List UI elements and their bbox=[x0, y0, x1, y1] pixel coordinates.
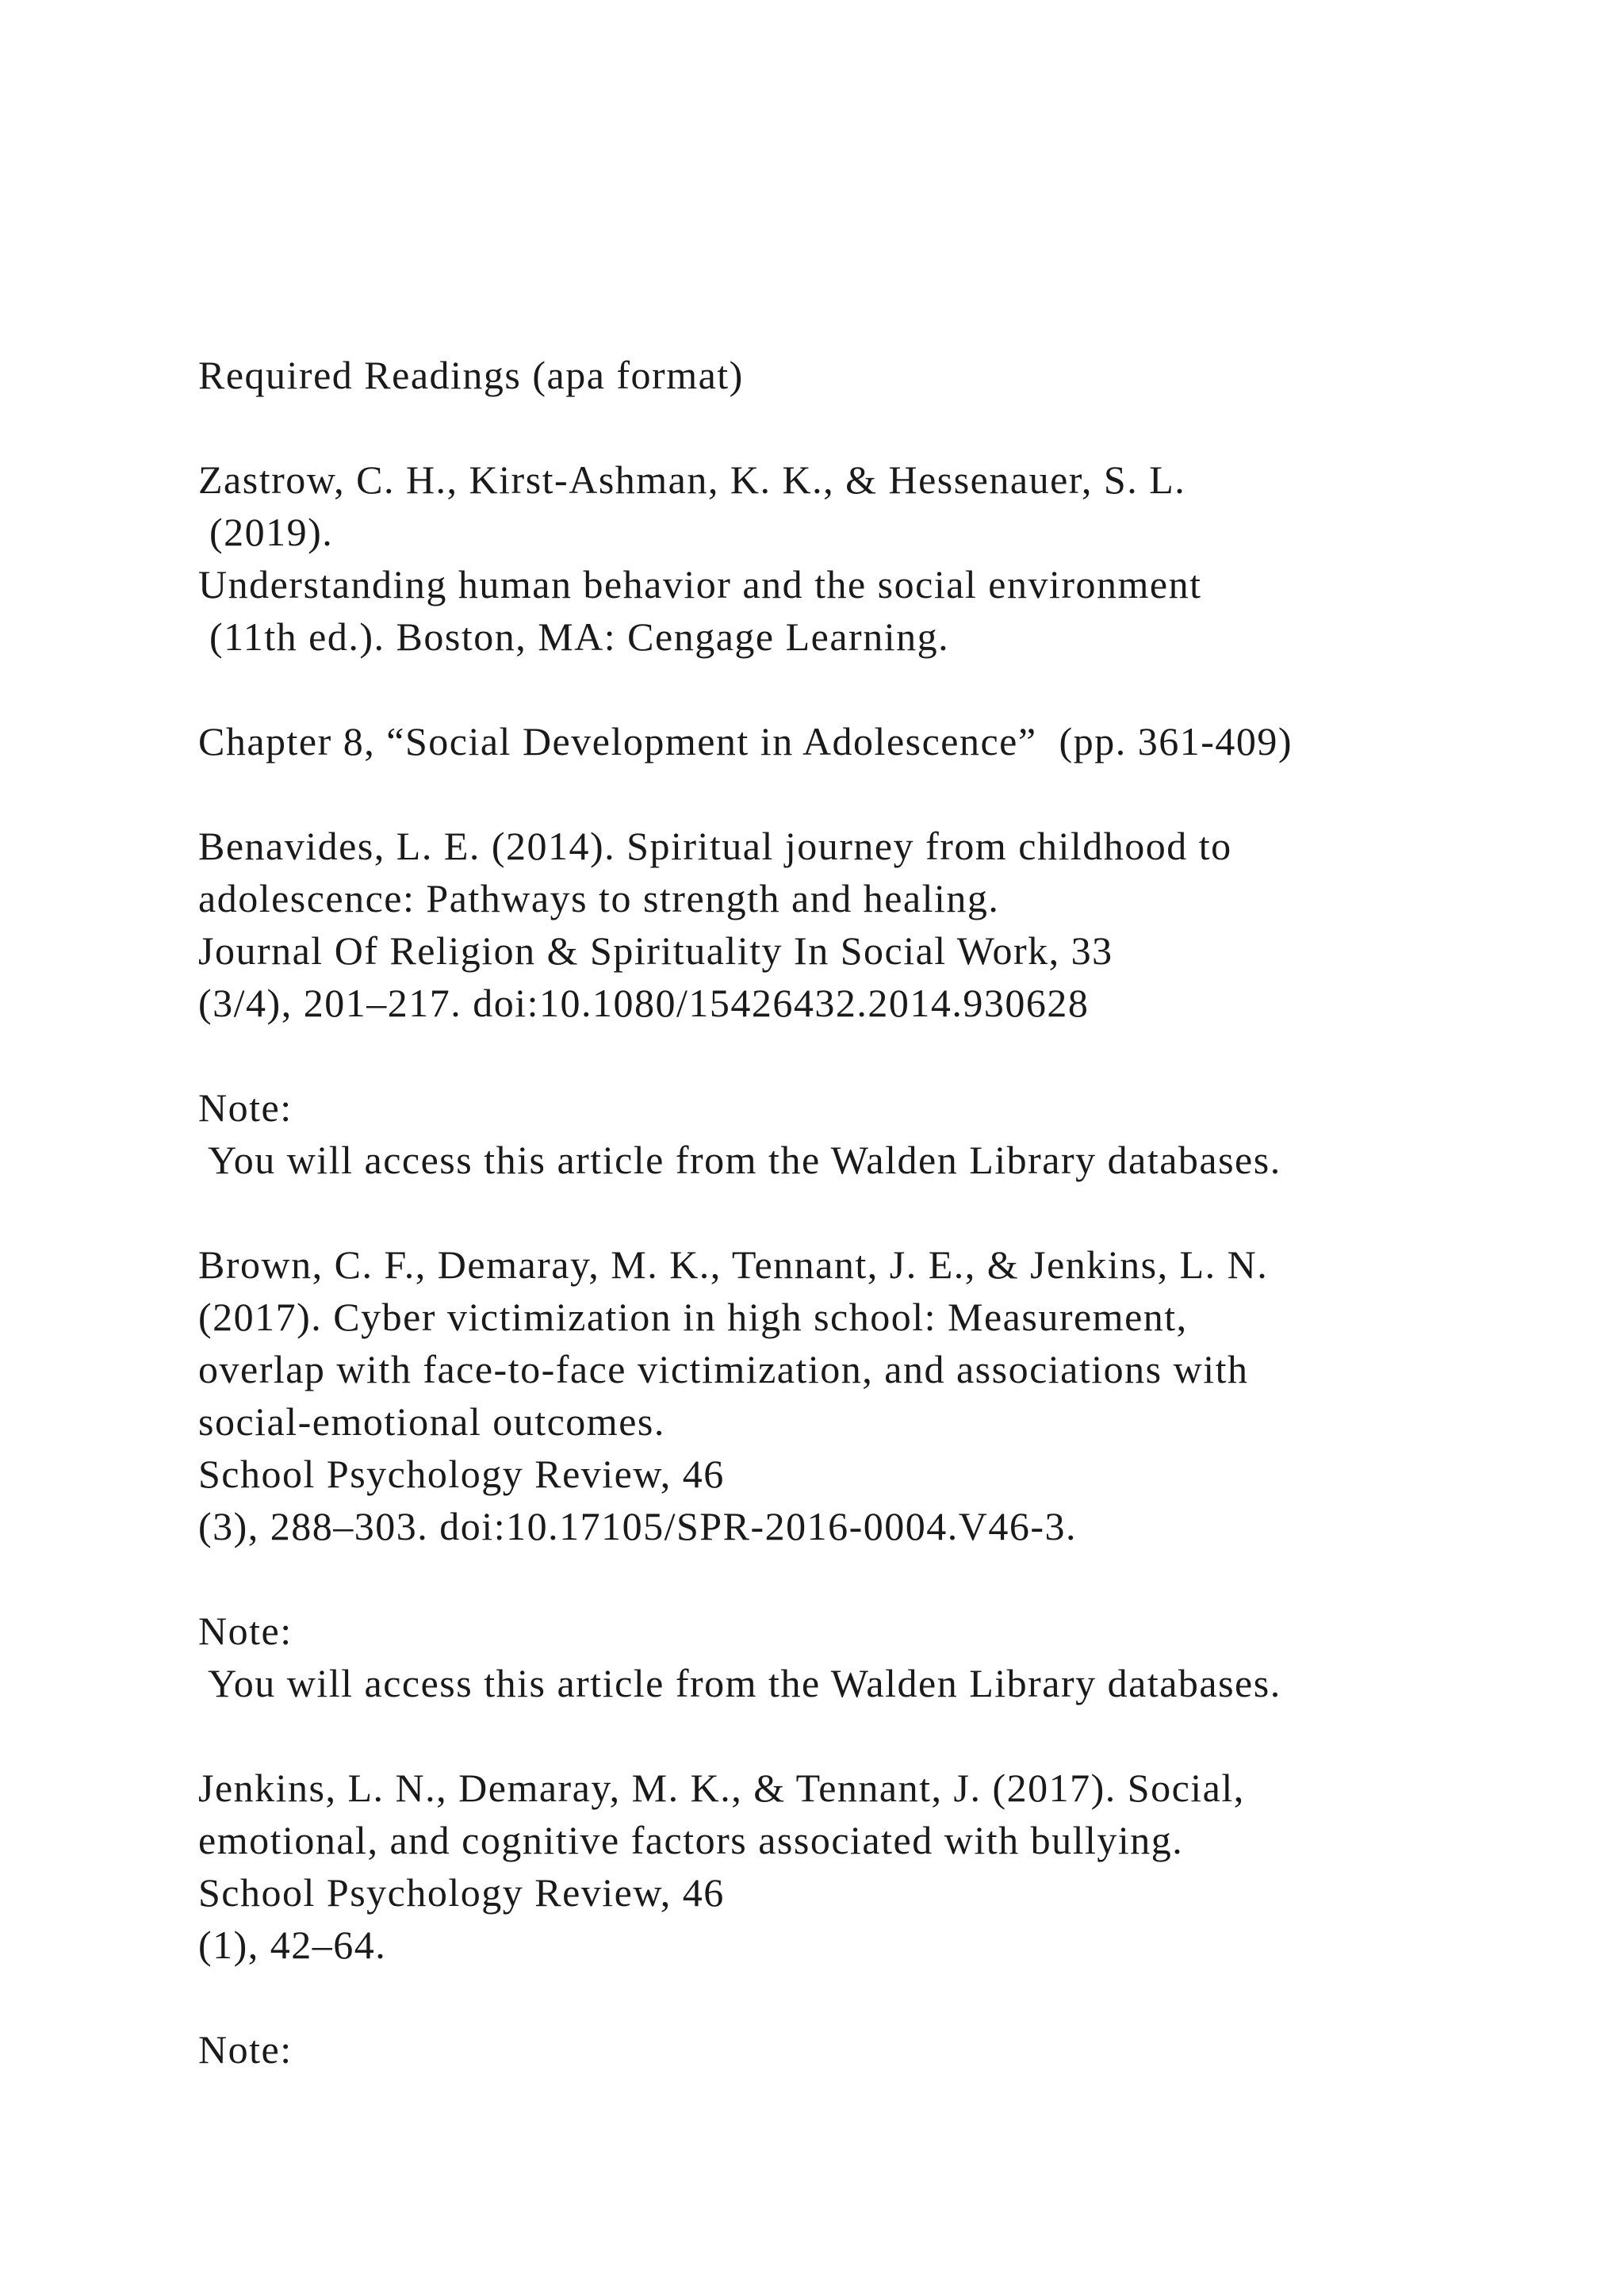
spacer bbox=[198, 1709, 1546, 1762]
reference-jenkins-line-3: School Psychology Review, 46 bbox=[198, 1870, 725, 1915]
document-body bbox=[198, 349, 1546, 2076]
reference-brown-line-2: (2017). Cyber victimization in high school: Measurement, bbox=[198, 1295, 1188, 1339]
spacer bbox=[198, 663, 1546, 715]
note-label: Note: bbox=[198, 2027, 293, 2072]
reference-zastrow-line-1: Zastrow, C. H., Kirst-Ashman, K. K., & Hessenauer, S. L. bbox=[198, 457, 1186, 502]
reference-brown-line-3: overlap with face-to-face victimization, and associations with bbox=[198, 1347, 1249, 1391]
chapter-line: Chapter 8, “Social Development in Adolescence” (pp. 361-409) bbox=[198, 719, 1293, 763]
reference-jenkins-line-1: Jenkins, L. N., Demaray, M. K., & Tennant, J. (2017). Social, bbox=[198, 1766, 1245, 1810]
spacer bbox=[198, 401, 1546, 453]
section-heading: Required Readings (apa format) bbox=[198, 353, 744, 397]
note-label: Note: bbox=[198, 1085, 293, 1130]
reference-benavides-line-4: (3/4), 201–217. doi:10.1080/15426432.2014.930628 bbox=[198, 981, 1090, 1025]
spacer bbox=[198, 1186, 1546, 1238]
spacer bbox=[198, 1029, 1546, 1081]
reference-zastrow-line-2: (2019). bbox=[198, 510, 334, 554]
spacer bbox=[198, 1971, 1546, 2023]
reference-zastrow-line-4: (11th ed.). Boston, MA: Cengage Learning. bbox=[198, 614, 950, 659]
spacer bbox=[198, 1552, 1546, 1605]
reference-jenkins-line-4: (1), 42–64. bbox=[198, 1923, 387, 1967]
reference-brown-line-6: (3), 288–303. doi:10.17105/SPR-2016-0004.V46-3. bbox=[198, 1504, 1077, 1548]
reference-brown-line-4: social-emotional outcomes. bbox=[198, 1399, 665, 1444]
note-text: You will access this article from the Walden Library databases. bbox=[198, 1138, 1281, 1182]
reference-zastrow-line-3: Understanding human behavior and the social environment bbox=[198, 562, 1202, 607]
reference-jenkins-line-2: emotional, and cognitive factors associated with bullying. bbox=[198, 1818, 1184, 1862]
reference-benavides-line-1: Benavides, L. E. (2014). Spiritual journey from childhood to bbox=[198, 824, 1232, 868]
note-text: You will access this article from the Walden Library databases. bbox=[198, 1661, 1281, 1705]
reference-benavides-line-3: Journal Of Religion & Spirituality In Social Work, 33 bbox=[198, 928, 1113, 973]
reference-brown-line-1: Brown, C. F., Demaray, M. K., Tennant, J. E., & Jenkins, L. N. bbox=[198, 1242, 1269, 1287]
spacer bbox=[198, 767, 1546, 820]
note-label: Note: bbox=[198, 1609, 293, 1653]
reference-brown-line-5: School Psychology Review, 46 bbox=[198, 1452, 725, 1496]
reference-benavides-line-2: adolescence: Pathways to strength and healing. bbox=[198, 876, 1000, 920]
